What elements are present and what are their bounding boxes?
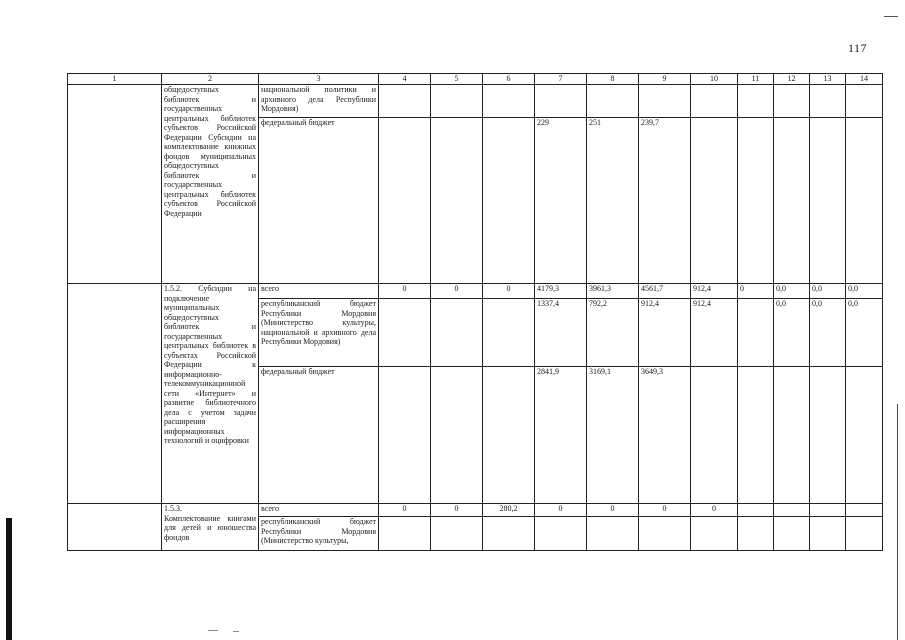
value-cell: 0 bbox=[535, 504, 587, 517]
header-cell: 9 bbox=[639, 74, 691, 85]
top-corner-mark bbox=[884, 16, 898, 17]
value-cell: 912,4 bbox=[691, 284, 738, 299]
value-cell: 792,2 bbox=[587, 299, 639, 367]
value-cell: 912,4 bbox=[639, 299, 691, 367]
header-cell: 14 bbox=[846, 74, 883, 85]
value-cell: 2841,9 bbox=[535, 367, 587, 504]
value-cell: 4179,3 bbox=[535, 284, 587, 299]
value-cell: 1337,4 bbox=[535, 299, 587, 367]
funding-source: всего bbox=[259, 284, 379, 299]
scan-edge-bar bbox=[6, 518, 12, 640]
scan-edge-line bbox=[897, 404, 898, 640]
header-cell: 13 bbox=[810, 74, 846, 85]
header-cell: 12 bbox=[774, 74, 810, 85]
funding-source: федеральный бюджет bbox=[259, 118, 379, 284]
value-cell: 0 bbox=[738, 284, 774, 299]
value-cell: 3169,1 bbox=[587, 367, 639, 504]
funding-source: федеральный бюджет bbox=[259, 367, 379, 504]
value-cell: 0 bbox=[691, 504, 738, 517]
table-row bbox=[68, 284, 883, 299]
value-cell: 0 bbox=[587, 504, 639, 517]
value-cell: 229 bbox=[535, 118, 587, 284]
funding-source: всего bbox=[259, 504, 379, 517]
header-cell: 8 bbox=[587, 74, 639, 85]
funding-source: республиканский бюджет Республики Мордовия (Министерство культуры, национальной и архивного дела Республики Мордовия) bbox=[259, 299, 379, 367]
measure-code: 1.5.3. bbox=[164, 504, 182, 513]
value-cell: 0,0 bbox=[774, 299, 810, 367]
header-cell: 1 bbox=[68, 74, 162, 85]
header-cell: 4 bbox=[379, 74, 431, 85]
page-number: 117 bbox=[848, 41, 868, 55]
header-cell: 2 bbox=[162, 74, 259, 85]
value-cell: 280,2 bbox=[483, 504, 535, 517]
measure-name: 1.5.2. Субсидии на подключение муниципальных общедоступных библиотек и государственных центральных библиотек в субъектах Российской Федерации к информационно-телекоммуникационной сети «Интернет» и развитие библиотечного дела с учетом задачи расширения информационных технологий и оцифровки bbox=[162, 284, 259, 504]
value-cell: 912,4 bbox=[691, 299, 738, 367]
value-cell: 0,0 bbox=[846, 284, 883, 299]
scan-speck bbox=[208, 630, 218, 631]
header-cell: 11 bbox=[738, 74, 774, 85]
value-cell: 0 bbox=[431, 504, 483, 517]
value-cell: 251 bbox=[587, 118, 639, 284]
header-cell: 6 bbox=[483, 74, 535, 85]
table-row bbox=[68, 85, 883, 118]
header-cell: 3 bbox=[259, 74, 379, 85]
measure-name: общедоступных библиотек и государственных центральных библиотек субъектов Российской Федерации Субсидии на комплектование книжных фондов муниципальных общедоступных библиотек и государственных центральных библиотек субъектов Российской Федерации bbox=[162, 85, 259, 284]
value-cell: 239,7 bbox=[639, 118, 691, 284]
scan-speck bbox=[233, 631, 239, 632]
funding-source: национальной политики и архивного дела Республики Мордовия) bbox=[259, 85, 379, 118]
value-cell: 3961,3 bbox=[587, 284, 639, 299]
value-cell: 0 bbox=[639, 504, 691, 517]
value-cell: 0 bbox=[379, 284, 431, 299]
header-cell: 7 bbox=[535, 74, 587, 85]
table-row bbox=[68, 504, 883, 517]
value-cell: 4561,7 bbox=[639, 284, 691, 299]
measure-name bbox=[162, 504, 259, 551]
measure-title: Комплектование книгами для детей и юношества фондов bbox=[164, 513, 256, 542]
value-cell: 0,0 bbox=[846, 299, 883, 367]
value-cell: 0,0 bbox=[810, 299, 846, 367]
budget-table bbox=[67, 73, 883, 551]
value-cell: 0 bbox=[483, 284, 535, 299]
value-cell: 3649,3 bbox=[639, 367, 691, 504]
header-cell: 5 bbox=[431, 74, 483, 85]
header-row bbox=[68, 74, 883, 85]
header-cell: 10 bbox=[691, 74, 738, 85]
value-cell: 0,0 bbox=[774, 284, 810, 299]
value-cell: 0 bbox=[431, 284, 483, 299]
funding-source: республиканский бюджет Республики Мордовия (Министерство культуры, bbox=[259, 517, 379, 551]
value-cell: 0 bbox=[379, 504, 431, 517]
value-cell: 0,0 bbox=[810, 284, 846, 299]
